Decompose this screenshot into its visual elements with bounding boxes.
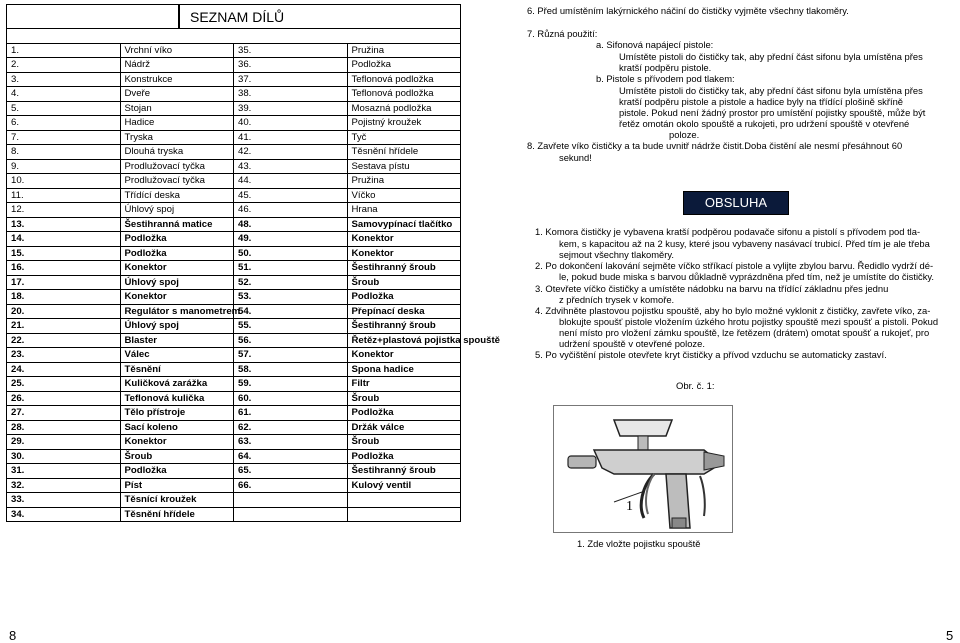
part-number: 56.: [234, 333, 348, 348]
part-number: 5.: [7, 101, 121, 116]
table-row: [7, 72, 461, 87]
part-number: 38.: [234, 87, 348, 102]
part-name: Konektor: [120, 261, 234, 276]
table-row: [7, 217, 461, 232]
instruction-line: 6. Před umístěním lakýrnického náčiní do čističky vyjměte všechny tlakoměry.: [527, 5, 849, 16]
part-name: Teflonová kulička: [120, 391, 234, 406]
part-name: Samovypínací tlačítko: [347, 217, 461, 232]
part-name: Těsnící kroužek: [120, 493, 234, 508]
part-number: 3.: [7, 72, 121, 87]
part-name: Pružina: [347, 174, 461, 189]
part-number: 24.: [7, 362, 121, 377]
part-name: Šroub: [347, 275, 461, 290]
part-name: Řetěz+plastová pojistka spouště: [347, 333, 461, 348]
part-name: Stojan: [120, 101, 234, 116]
part-number: 60.: [234, 391, 348, 406]
part-name: Šroub: [347, 435, 461, 450]
instruction-line: řetěz omotán okolo spouště a rukojeti, pro udržení spouště v otevřené: [619, 118, 910, 129]
part-number: 23.: [7, 348, 121, 363]
part-name: [347, 493, 461, 508]
part-number: [234, 507, 348, 522]
obsluha-line: 1. Komora čističky je vybavena kratší podpěrou podavače sifonu a pistolí s přívodem pod tla-: [535, 226, 921, 237]
table-row: [7, 478, 461, 493]
table-row: [7, 493, 461, 508]
table-row: [7, 58, 461, 73]
part-name: Úhlový spoj: [120, 275, 234, 290]
part-number: 11.: [7, 188, 121, 203]
parts-table: [6, 28, 500, 522]
parts-list-title: SEZNAM DÍLŮ: [179, 4, 461, 28]
instruction-line: sekund!: [559, 152, 592, 163]
part-number: 2.: [7, 58, 121, 73]
part-name: Podložka: [347, 290, 461, 305]
part-name: Úhlový spoj: [120, 319, 234, 334]
part-number: 41.: [234, 130, 348, 145]
table-row: [7, 348, 461, 363]
table-row: [7, 464, 461, 479]
part-name: Podložka: [347, 58, 461, 73]
part-number: 45.: [234, 188, 348, 203]
part-number: 35.: [234, 43, 348, 58]
table-row: [7, 246, 461, 261]
part-name: Podložka: [120, 464, 234, 479]
part-number: 66.: [234, 478, 348, 493]
part-name: Filtr: [347, 377, 461, 392]
part-name: Kuličková zarážka: [120, 377, 234, 392]
part-number: 59.: [234, 377, 348, 392]
part-number: 26.: [7, 391, 121, 406]
part-name: Teflonová podložka: [347, 72, 461, 87]
instruction-line: b. Pistole s přívodem pod tlakem:: [596, 73, 735, 84]
table-row: [7, 174, 461, 189]
part-name: Válec: [120, 348, 234, 363]
part-name: Přepínací deska: [347, 304, 461, 319]
part-name: Víčko: [347, 188, 461, 203]
table-row: [7, 232, 461, 247]
part-number: 30.: [7, 449, 121, 464]
instruction-line: Umístěte pistoli do čističky tak, aby přední část sifonu byla umístěna přes: [619, 85, 923, 96]
part-name: Konektor: [347, 246, 461, 261]
part-number: 16.: [7, 261, 121, 276]
table-row: [7, 43, 461, 58]
part-number: 57.: [234, 348, 348, 363]
part-name: Hadice: [120, 116, 234, 131]
part-name: Těsnění hřídele: [120, 507, 234, 522]
part-name: Dlouhá tryska: [120, 145, 234, 160]
part-number: 63.: [234, 435, 348, 450]
part-name: Konektor: [120, 290, 234, 305]
instruction-line: a. Sifonová napájecí pistole:: [596, 39, 714, 50]
spray-gun-icon: [554, 406, 732, 532]
parts-list: [6, 4, 500, 522]
part-number: 37.: [234, 72, 348, 87]
part-number: 65.: [234, 464, 348, 479]
obsluha-line: le, pokud bude miska s barvou důkladně vyprázdněna před tím, než je umístíte do čističky.: [559, 271, 935, 282]
parts-list-header: [6, 4, 461, 28]
part-number: 39.: [234, 101, 348, 116]
part-number: 42.: [234, 145, 348, 160]
figure-caption: 1. Zde vložte pojistku spouště: [577, 538, 701, 549]
instruction-line: 8. Zavřete víko čističky a ta bude uvnitř nádrže čistit.Doba čistění ale nesmí přesáhnout 60: [527, 140, 903, 151]
part-name: Tryska: [120, 130, 234, 145]
table-row: [7, 116, 461, 131]
obsluha-line: 3. Otevřete víčko čističky a umístěte nádobku na barvu na třídící základnu přes jednu: [535, 283, 889, 294]
instruction-line: Umístěte pistoli do čističky tak, aby přední část sifonu byla umístěna přes: [619, 51, 923, 62]
part-number: 43.: [234, 159, 348, 174]
part-name: Pojistný kroužek: [347, 116, 461, 131]
part-name: Podložka: [120, 232, 234, 247]
part-name: Prodlužovací tyčka: [120, 159, 234, 174]
part-number: 61.: [234, 406, 348, 421]
instruction-line: kratší podpěru pistole a pistole a hadice byly na třídící plošině skříně: [619, 96, 904, 107]
table-row: [7, 188, 461, 203]
part-name: Konektor: [347, 232, 461, 247]
table-row: [7, 319, 461, 334]
part-number: 53.: [234, 290, 348, 305]
part-name: Šroub: [347, 391, 461, 406]
table-row: [7, 420, 461, 435]
part-number: 7.: [7, 130, 121, 145]
spacer-row: [7, 29, 461, 44]
part-name: Šestihranný šroub: [347, 319, 461, 334]
part-name: Prodlužovací tyčka: [120, 174, 234, 189]
part-number: 36.: [234, 58, 348, 73]
part-number: 20.: [7, 304, 121, 319]
part-number: 44.: [234, 174, 348, 189]
part-number: 28.: [7, 420, 121, 435]
part-number: 50.: [234, 246, 348, 261]
table-row: [7, 145, 461, 160]
part-number: 25.: [7, 377, 121, 392]
part-name: [347, 507, 461, 522]
part-name: Regulátor s manometrem: [120, 304, 234, 319]
instruction-line: pistole. Pokud není žádný prostor pro umístění pojistky spouště, může být: [619, 107, 926, 118]
part-name: Konstrukce: [120, 72, 234, 87]
part-name: Píst: [120, 478, 234, 493]
part-number: 1.: [7, 43, 121, 58]
obsluha-line: 4. Zdvihněte plastovou pojistku spouště, aby ho bylo možné vyklonit z čističky, zavřete víko, za-: [535, 305, 931, 316]
part-number: 32.: [7, 478, 121, 493]
table-row: [7, 275, 461, 290]
part-name: Tyč: [347, 130, 461, 145]
obsluha-line: 2. Po dokončení lakování sejměte víčko stříkací pistole a vylijte zbylou barvu. Ředidlo vydrží dé-: [535, 260, 934, 271]
part-number: 54.: [234, 304, 348, 319]
part-number: 15.: [7, 246, 121, 261]
table-row: [7, 406, 461, 421]
table-row: [7, 435, 461, 450]
part-name: Šestihranný šroub: [347, 464, 461, 479]
part-name: Šroub: [120, 449, 234, 464]
part-number: 6.: [7, 116, 121, 131]
obsluha-line: udržení spouště v otevřené poloze.: [559, 338, 705, 349]
part-number: 17.: [7, 275, 121, 290]
part-number: 51.: [234, 261, 348, 276]
part-number: 27.: [7, 406, 121, 421]
part-number: 55.: [234, 319, 348, 334]
obsluha-line: z předních trysek v komoře.: [559, 294, 675, 305]
part-name: Sestava pístu: [347, 159, 461, 174]
part-name: Tělo přístroje: [120, 406, 234, 421]
part-number: 34.: [7, 507, 121, 522]
obsluha-line: sejmout všechny tlakoměry.: [559, 249, 674, 260]
instruction-line: kratší podpěru pistole.: [619, 62, 712, 73]
part-name: Nádrž: [120, 58, 234, 73]
part-number: [234, 493, 348, 508]
part-name: Kulový ventil: [347, 478, 461, 493]
part-number: 33.: [7, 493, 121, 508]
part-number: 52.: [234, 275, 348, 290]
table-row: [7, 377, 461, 392]
part-name: Těsnění: [120, 362, 234, 377]
obsluha-line: 5. Po vyčištění pistole otevřete kryt čističky a přívod vzduchu se automaticky zastaví.: [535, 349, 887, 360]
table-row: [7, 290, 461, 305]
part-number: 21.: [7, 319, 121, 334]
part-name: Úhlový spoj: [120, 203, 234, 218]
part-number: 10.: [7, 174, 121, 189]
instruction-line: poloze.: [669, 129, 700, 140]
part-name: Těsnění hřídele: [347, 145, 461, 160]
obsluha-line: kem, s kapacitou až na 2 kusy, které jsou vybaveny nasávací trubicí. Před tím je ale třeba: [559, 238, 930, 249]
part-number: 8.: [7, 145, 121, 160]
table-row: [7, 159, 461, 174]
figure-label: Obr. č. 1:: [676, 381, 715, 392]
part-number: 46.: [234, 203, 348, 218]
part-name: Blaster: [120, 333, 234, 348]
part-name: Mosazná podložka: [347, 101, 461, 116]
part-name: Šestihranný šroub: [347, 261, 461, 276]
part-number: 29.: [7, 435, 121, 450]
part-number: 22.: [7, 333, 121, 348]
part-number: 14.: [7, 232, 121, 247]
obsluha-line: není místo pro vložení zámku spouště, lze řetězem (drátem) omotat spoušť a rukojeť, pro: [559, 327, 930, 338]
part-name: Sací koleno: [120, 420, 234, 435]
section-title-obsluha: OBSLUHA: [683, 191, 789, 215]
spray-gun-figure: [553, 405, 733, 533]
part-number: 49.: [234, 232, 348, 247]
part-number: 64.: [234, 449, 348, 464]
figure-callout: 1: [626, 499, 633, 514]
part-name: Podložka: [120, 246, 234, 261]
page-number-right: 5: [946, 628, 954, 643]
part-number: 18.: [7, 290, 121, 305]
table-row: [7, 362, 461, 377]
header-spacer: [6, 4, 179, 28]
page-number-left: 8: [9, 628, 17, 643]
table-row: [7, 333, 461, 348]
part-number: 13.: [7, 217, 121, 232]
table-row: [7, 449, 461, 464]
part-name: Teflonová podložka: [347, 87, 461, 102]
part-name: Konektor: [120, 435, 234, 450]
table-row: [7, 101, 461, 116]
part-name: Dveře: [120, 87, 234, 102]
part-name: Vrchní víko: [120, 43, 234, 58]
table-row: [7, 203, 461, 218]
table-row: [7, 87, 461, 102]
instruction-line: 7. Různá použití:: [527, 28, 598, 39]
part-name: Podložka: [347, 449, 461, 464]
table-row: [7, 391, 461, 406]
part-number: 48.: [234, 217, 348, 232]
part-number: 4.: [7, 87, 121, 102]
part-number: 9.: [7, 159, 121, 174]
part-number: 31.: [7, 464, 121, 479]
part-name: Šestihranná matice: [120, 217, 234, 232]
table-row: [7, 130, 461, 145]
table-row: [7, 261, 461, 276]
part-name: Držák válce: [347, 420, 461, 435]
part-number: 62.: [234, 420, 348, 435]
part-name: Podložka: [347, 406, 461, 421]
part-number: 12.: [7, 203, 121, 218]
part-name: Spona hadice: [347, 362, 461, 377]
part-number: 58.: [234, 362, 348, 377]
part-name: Konektor: [347, 348, 461, 363]
part-number: 40.: [234, 116, 348, 131]
part-name: Hrana: [347, 203, 461, 218]
table-row: [7, 304, 461, 319]
obsluha-line: blokujte spoušť pistole vložením úzkého hrotu pojistky spouště mezi spoušť a pistoli. Pokud: [559, 316, 939, 327]
part-name: Pružina: [347, 43, 461, 58]
part-name: Třídící deska: [120, 188, 234, 203]
table-row: [7, 507, 461, 522]
